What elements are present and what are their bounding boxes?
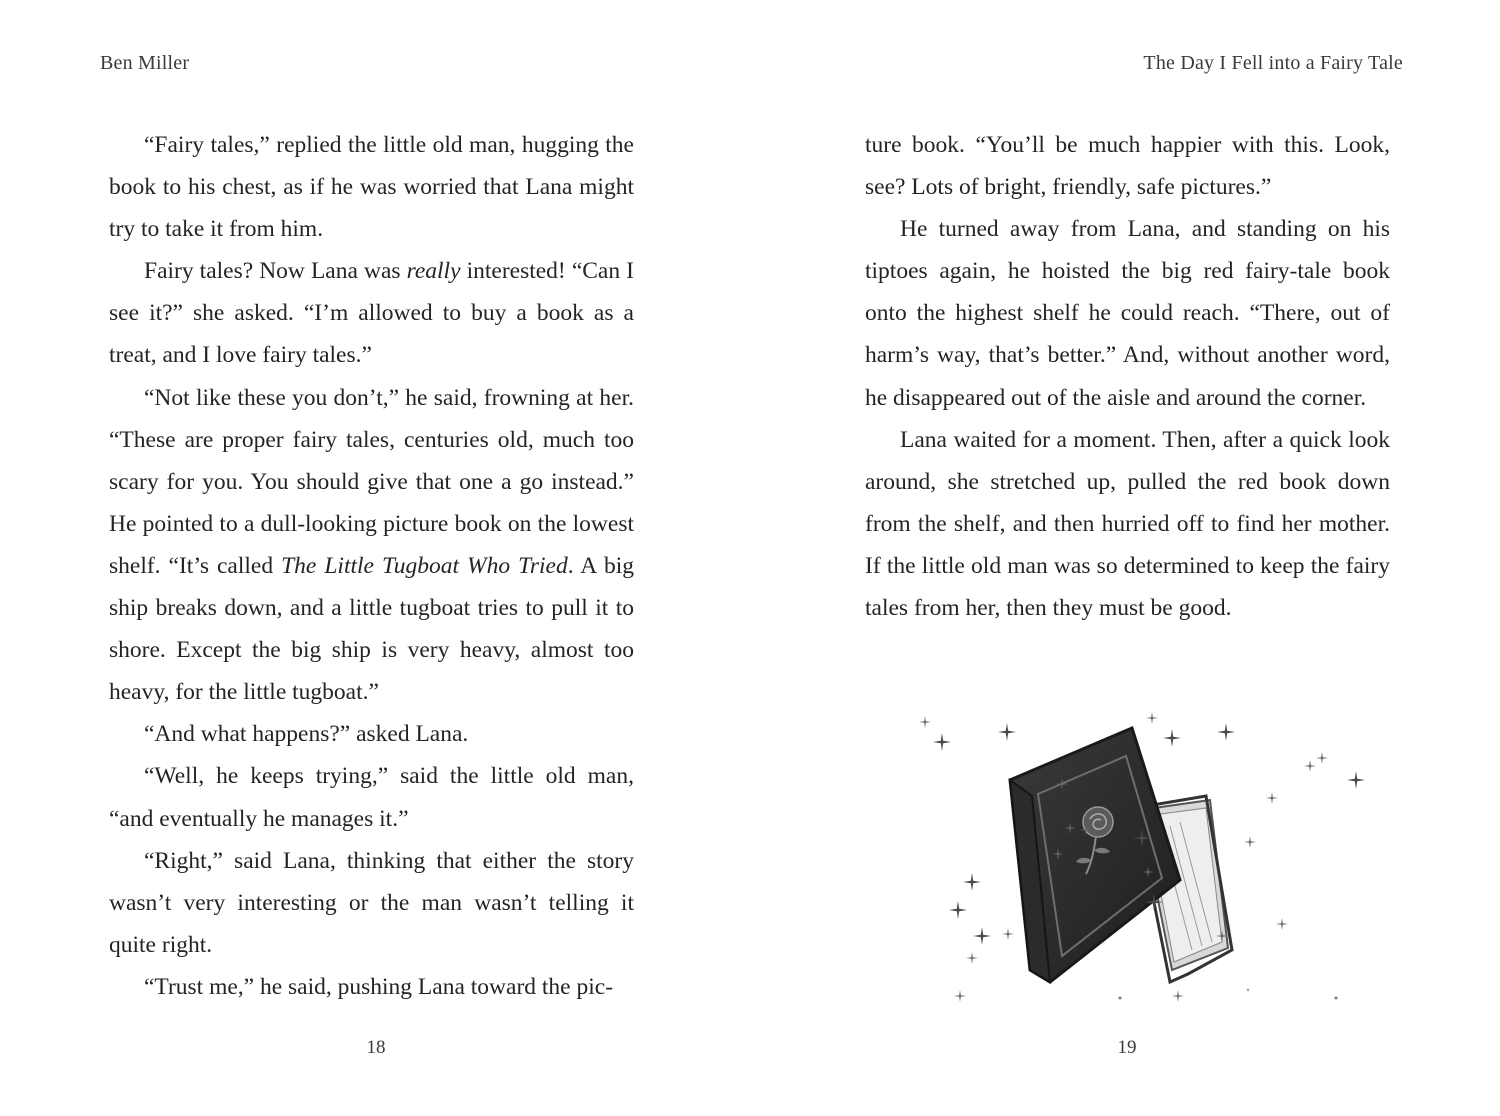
paragraph: Lana waited for a moment. Then, after a quick look around, she stretched up, pulled the red book down from the shelf, and then hurried off to find her mother. If the little old man was so determined to keep the fairy tales from her, then they must be good. xyxy=(865,426,1390,622)
page-number: 18 xyxy=(366,1037,386,1058)
right-page-body xyxy=(865,124,1390,629)
book-title: The Little Tugboat Who Tried xyxy=(281,552,568,579)
paragraph: “And what happens?” asked Lana. xyxy=(144,721,469,748)
paragraph: ture book. “You’ll be much happier with this. Look, see? Lots of bright, friendly, safe pictures.” xyxy=(865,132,1390,201)
running-head-title: The Day I Fell into a Fairy Tale xyxy=(1143,52,1403,74)
left-page-body xyxy=(109,124,634,1008)
sparkling-book-with-rose-icon xyxy=(910,700,1390,1020)
right-page xyxy=(750,0,1500,1116)
emphasis: really xyxy=(406,258,461,285)
paragraph: “Well, he keeps trying,” said the little old man, “and eventually he manages it.” xyxy=(109,763,634,832)
paragraph: Fairy tales? Now Lana was really interested! “Can I see it?” she asked. “I’m allowed to buy a book as a treat, and I love fairy tales.” xyxy=(109,258,634,369)
paragraph: “Fairy tales,” replied the little old man, hugging the book to his chest, as if he was worried that Lana might try to take it from him. xyxy=(109,132,634,243)
page-number: 19 xyxy=(1117,1037,1137,1058)
paragraph: “Not like these you don’t,” he said, frowning at her. “These are proper fairy tales, centuries old, much too scary for you. You should give that one a go instead.” He pointed to a dull-looking picture book on the lowest shelf. “It’s called The Little Tugboat Who Tried. A big ship breaks down, and a little tugboat tries to pull it to shore. Except the big ship is very heavy, almost too heavy, for the little tugboat.” xyxy=(109,384,634,706)
paragraph: “Right,” said Lana, thinking that either the story wasn’t very interesting or the man wasn’t telling it quite right. xyxy=(109,847,634,958)
paragraph: “Trust me,” he said, pushing Lana toward the pic- xyxy=(144,973,614,1000)
running-head-author: Ben Miller xyxy=(100,52,190,74)
paragraph: He turned away from Lana, and standing on his tiptoes again, he hoisted the big red fairy-tale book onto the highest shelf he could reach. “There, out of harm’s way, that’s better.” And, without another word, he disappeared out of the aisle and around the corner. xyxy=(865,216,1390,411)
